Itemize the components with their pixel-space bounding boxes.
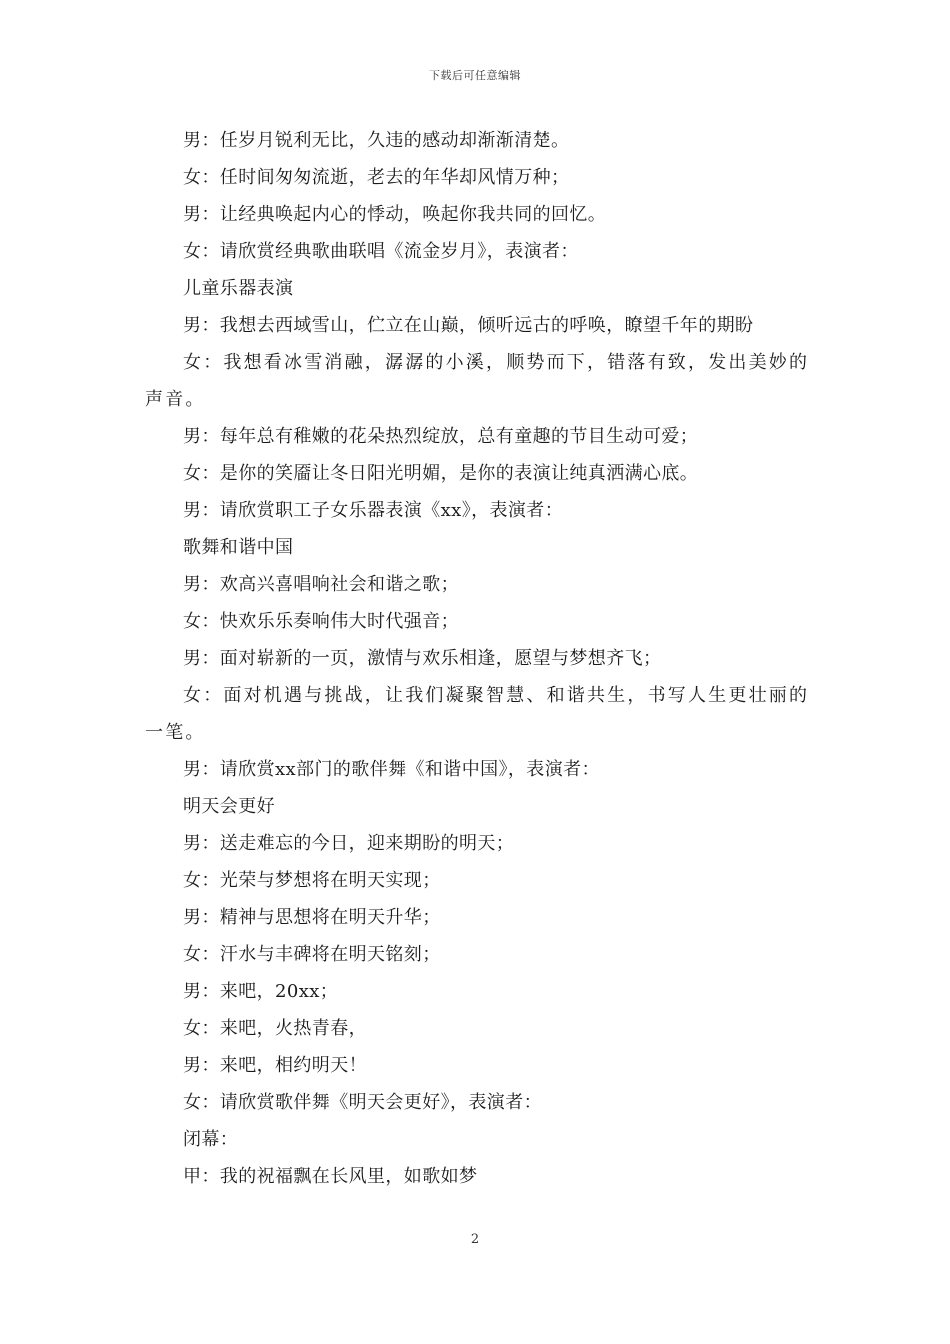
paragraph: 男：我想去西域雪山，伫立在山巅，倾听远古的呼唤，瞭望千年的期盼 [183, 315, 754, 336]
paragraph: 男：任岁月锐利无比，久违的感动却渐渐清楚。 [183, 130, 570, 151]
section-heading: 闭幕： [183, 1129, 239, 1150]
paragraph: 女：是你的笑靥让冬日阳光明媚，是你的表演让纯真洒满心底。 [183, 463, 699, 484]
paragraph: 女：请欣赏歌伴舞《明天会更好》，表演者： [183, 1092, 542, 1113]
paragraph: 女：我想看冰雪消融，潺潺的小溪，顺势而下，错落有致，发出美妙的声音。 [145, 352, 810, 410]
paragraph: 男：欢高兴喜唱响社会和谐之歌； [183, 574, 459, 595]
paragraph: 女：来吧，火热青春， [183, 1018, 367, 1039]
paragraph: 女：汗水与丰碑将在明天铭刻； [183, 944, 441, 965]
paragraph: 男：请欣赏xx部门的歌伴舞《和谐中国》，表演者： [183, 759, 600, 780]
paragraph: 男：来吧，20xx； [183, 981, 339, 1002]
paragraph: 女：任时间匆匆流逝，老去的年华却风情万种； [183, 167, 570, 188]
section-heading: 歌舞和谐中国 [183, 537, 294, 558]
document-body [145, 122, 810, 1195]
paragraph: 甲：我的祝福飘在长风里，如歌如梦 [183, 1166, 478, 1187]
paragraph: 女：请欣赏经典歌曲联唱《流金岁月》，表演者： [183, 241, 579, 262]
paragraph: 男：来吧，相约明天！ [183, 1055, 367, 1076]
paragraph: 男：让经典唤起内心的悸动，唤起你我共同的回忆。 [183, 204, 607, 225]
paragraph: 男：精神与思想将在明天升华； [183, 907, 441, 928]
page-header: 下载后可任意编辑 [429, 69, 521, 82]
section-heading: 儿童乐器表演 [183, 278, 294, 299]
paragraph: 男：请欣赏职工子女乐器表演《xx》，表演者： [183, 500, 564, 521]
paragraph: 男：每年总有稚嫩的花朵热烈绽放，总有童趣的节目生动可爱； [183, 426, 699, 447]
paragraph: 女：光荣与梦想将在明天实现； [183, 870, 441, 891]
section-heading: 明天会更好 [183, 796, 275, 817]
paragraph: 男：面对崭新的一页，激情与欢乐相逢，愿望与梦想齐飞； [183, 648, 662, 669]
paragraph: 男：送走难忘的今日，迎来期盼的明天； [183, 833, 515, 854]
page-number: 2 [470, 1232, 480, 1247]
paragraph: 女：面对机遇与挑战，让我们凝聚智慧、和谐共生，书写人生更壮丽的一笔。 [145, 685, 810, 743]
paragraph: 女：快欢乐乐奏响伟大时代强音； [183, 611, 459, 632]
